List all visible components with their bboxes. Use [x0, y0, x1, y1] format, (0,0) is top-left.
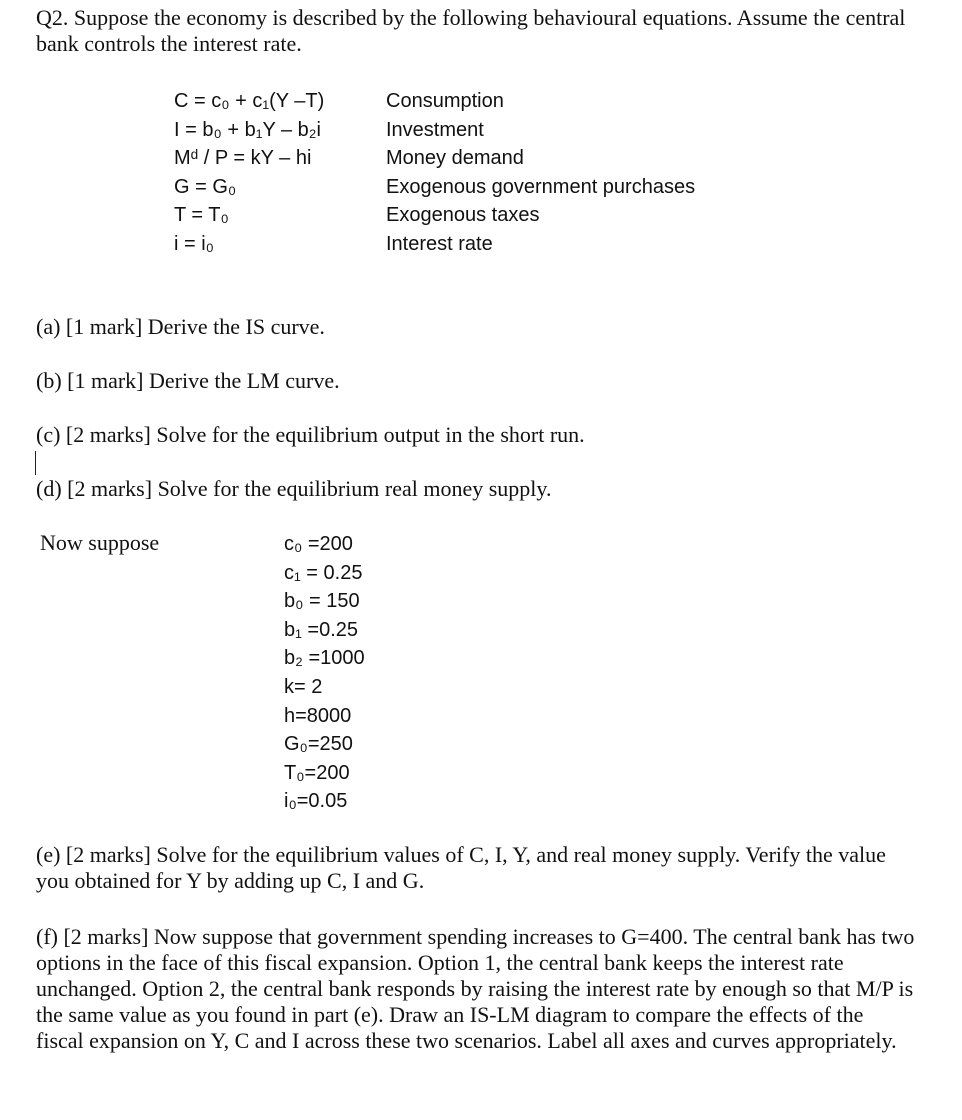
param-t0: T₀=200: [284, 761, 350, 784]
part-c: (c) [2 marks] Solve for the equilibrium output in the short run.: [36, 422, 585, 447]
part-d: (d) [2 marks] Solve for the equilibrium real money supply.: [36, 476, 552, 501]
part-a: (a) [1 mark] Derive the IS curve.: [36, 314, 325, 339]
description-investment: Investment: [386, 118, 484, 141]
part-b: (b) [1 mark] Derive the LM curve.: [36, 368, 340, 393]
part-e: (e) [2 marks] Solve for the equilibrium values of C, I, Y, and real money supply. Verify the value you obtained for Y by adding up C, I and G.: [36, 842, 886, 893]
equation-government: G = G₀: [174, 175, 237, 198]
text-cursor: [35, 451, 36, 475]
parameter-list: [284, 530, 434, 816]
description-money-demand: Money demand: [386, 147, 524, 170]
equation-descriptions: [386, 87, 866, 259]
param-c0: c₀ =200: [284, 533, 353, 555]
param-k: k= 2: [284, 675, 323, 698]
param-i0: i₀=0.05: [284, 790, 348, 813]
description-taxes: Exogenous taxes: [386, 204, 540, 227]
param-c1: c₁ = 0.25: [284, 561, 363, 584]
param-b0: b₀ = 150: [284, 590, 360, 613]
equation-consumption: C = c₀ + c₁(Y –T): [174, 90, 325, 112]
equation-money-demand: Mᵈ / P = kY – hi: [174, 147, 312, 170]
description-interest-rate: Interest rate: [386, 232, 493, 255]
now-suppose-label: Now suppose: [40, 530, 160, 555]
description-government: Exogenous government purchases: [386, 175, 696, 198]
param-g0: G₀=250: [284, 733, 353, 756]
description-consumption: Consumption: [386, 90, 504, 112]
part-f: (f) [2 marks] Now suppose that government spending increases to G=400. The central bank has two options in the face of this fiscal expansion. Option 1, the central bank keeps the interest rate unchanged. Option 2, the central bank responds by raising the interest rate by enough so that M/P is the same value as you found in part (e). Draw an IS-LM diagram to compare the effects of the fiscal expansion on Y, C and I across these two scenarios. Label all axes and curves appropriately.: [36, 924, 915, 1053]
param-b1: b₁ =0.25: [284, 618, 359, 641]
param-b2: b₂ =1000: [284, 647, 365, 670]
question-text: Q2. Suppose the economy is described by the following behavioural equations. Assume the central bank controls the interest rate.: [36, 5, 906, 56]
param-h: h=8000: [284, 704, 352, 727]
equation-taxes: T = T₀: [174, 204, 229, 227]
equation-investment: I = b₀ + b₁Y – b₂i: [174, 118, 321, 141]
equation-interest-rate: i = i₀: [174, 232, 214, 255]
equation-list: [174, 87, 384, 259]
